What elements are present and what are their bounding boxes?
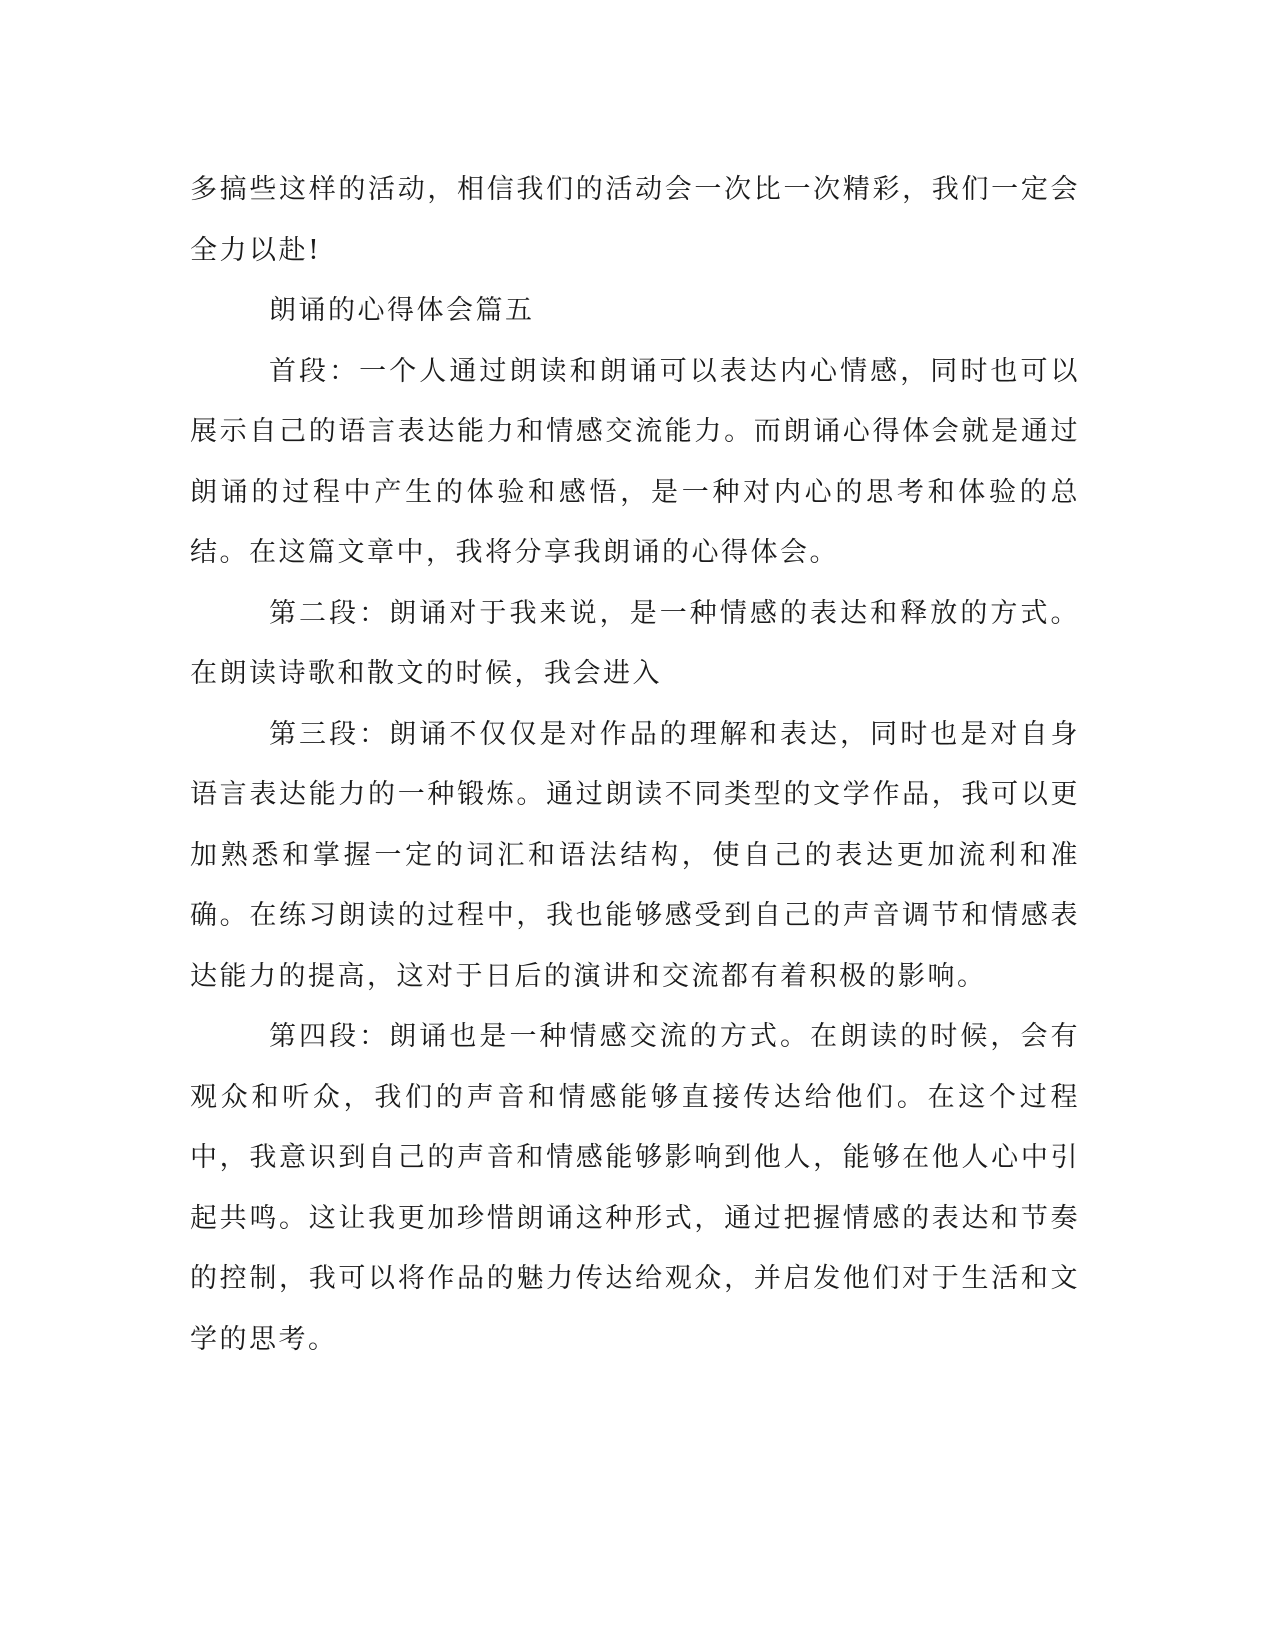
paragraph-second: 第二段：朗诵对于我来说，是一种情感的表达和释放的方式。在朗读诗歌和散文的时候，我会进入 bbox=[190, 597, 1080, 689]
paragraph-first: 首段：一个人通过朗读和朗诵可以表达内心情感，同时也可以展示自己的语言表达能力和情感交流能力。而朗诵心得体会就是通过朗诵的过程中产生的体验和感悟，是一种对内心的思考和体验的总结。在这篇文章中，我将分享我朗诵的心得体会。 bbox=[190, 355, 1080, 568]
paragraph-third: 第三段：朗诵不仅仅是对作品的理解和表达，同时也是对自身语言表达能力的一种锻炼。通过朗读不同类型的文学作品，我可以更加熟悉和掌握一定的词汇和语法结构，使自己的表达更加流利和准确。在练习朗读的过程中，我也能够感受到自己的声音调节和情感表达能力的提高，这对于日后的演讲和交流都有着积极的影响。 bbox=[190, 718, 1080, 992]
paragraph-fourth: 第四段：朗诵也是一种情感交流的方式。在朗读的时候，会有观众和听众，我们的声音和情感能够直接传达给他们。在这个过程中，我意识到自己的声音和情感能够影响到他人，能够在他人心中引起共鸣。这让我更加珍惜朗诵这种形式，通过把握情感的表达和节奏的控制，我可以将作品的魅力传达给观众，并启发他们对于生活和文学的思考。 bbox=[190, 1021, 1080, 1355]
body-text bbox=[190, 160, 1080, 1370]
section-heading: 朗诵的心得体会篇五 bbox=[269, 295, 535, 326]
paragraph-continuation: 多搞些这样的活动，相信我们的活动会一次比一次精彩，我们一定会全力以赴! bbox=[190, 174, 1080, 266]
